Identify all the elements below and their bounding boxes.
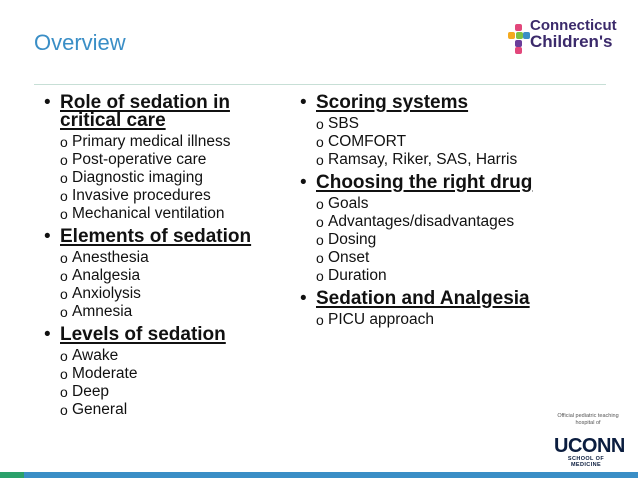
list-item: o Awake	[60, 347, 119, 364]
left-column	[44, 94, 294, 424]
list-item: o COMFORT	[316, 133, 407, 150]
list-item: o SBS	[316, 115, 360, 132]
section-levels	[44, 326, 294, 419]
section-heading: Levels of sedation	[60, 324, 226, 345]
list-item: o Moderate	[60, 365, 138, 382]
section-heading: Sedation and Analgesia	[316, 288, 530, 309]
list-item: o Analgesia	[60, 267, 141, 284]
bullet-icon: •	[44, 324, 51, 345]
section-heading: Role of sedation in critical care	[60, 92, 230, 131]
list-item: o Onset	[316, 249, 370, 266]
bullet-icon: •	[44, 92, 51, 113]
ccmc-logo-icon	[508, 24, 530, 54]
footer-bar	[0, 472, 638, 478]
bullet-icon: •	[300, 288, 307, 309]
section-sedation-analgesia	[300, 290, 600, 329]
bullet-icon: •	[300, 92, 307, 113]
slide-title: Overview	[34, 30, 126, 55]
list-item: o Advantages/disadvantages	[316, 213, 515, 230]
list-item: o Anesthesia	[60, 249, 149, 266]
section-heading: Elements of sedation	[60, 226, 252, 247]
list-item: o Primary medical illness	[60, 133, 231, 150]
uconn-subtitle: SCHOOL OF MEDICINE	[567, 456, 605, 468]
list-item: o Duration	[316, 267, 387, 284]
ccmc-logo-line1: Connecticut	[530, 17, 617, 34]
affiliation-text: Official pediatric teaching hospital of	[557, 413, 619, 426]
list-item: o Dosing	[316, 231, 377, 248]
right-column	[300, 94, 600, 334]
list-item: o PICU approach	[316, 311, 434, 328]
bullet-icon: •	[44, 226, 51, 247]
section-drug	[300, 174, 600, 285]
section-heading: Scoring systems	[316, 92, 469, 113]
title-divider	[34, 84, 606, 85]
uconn-logo	[554, 435, 625, 468]
section-heading: Choosing the right drug	[316, 172, 533, 193]
list-item: o General	[60, 401, 128, 418]
section-scoring	[300, 94, 600, 169]
list-item: o Diagnostic imaging	[60, 169, 203, 186]
ccmc-logo-text	[530, 18, 617, 50]
bullet-icon: •	[300, 172, 307, 193]
list-item: o Invasive procedures	[60, 187, 211, 204]
footer-accent	[0, 472, 24, 478]
list-item: o Goals	[316, 195, 369, 212]
list-item: o Post-operative care	[60, 151, 207, 168]
list-item: o Mechanical ventilation	[60, 205, 225, 222]
list-item: o Anxiolysis	[60, 285, 141, 302]
section-role	[44, 94, 294, 223]
list-item: o Deep	[60, 383, 110, 400]
section-elements	[44, 228, 294, 321]
ccmc-logo-line2: Children's	[530, 32, 613, 51]
list-item: o Amnesia	[60, 303, 133, 320]
uconn-wordmark: UCONN	[554, 435, 625, 457]
list-item: o Ramsay, Riker, SAS, Harris	[316, 151, 518, 168]
